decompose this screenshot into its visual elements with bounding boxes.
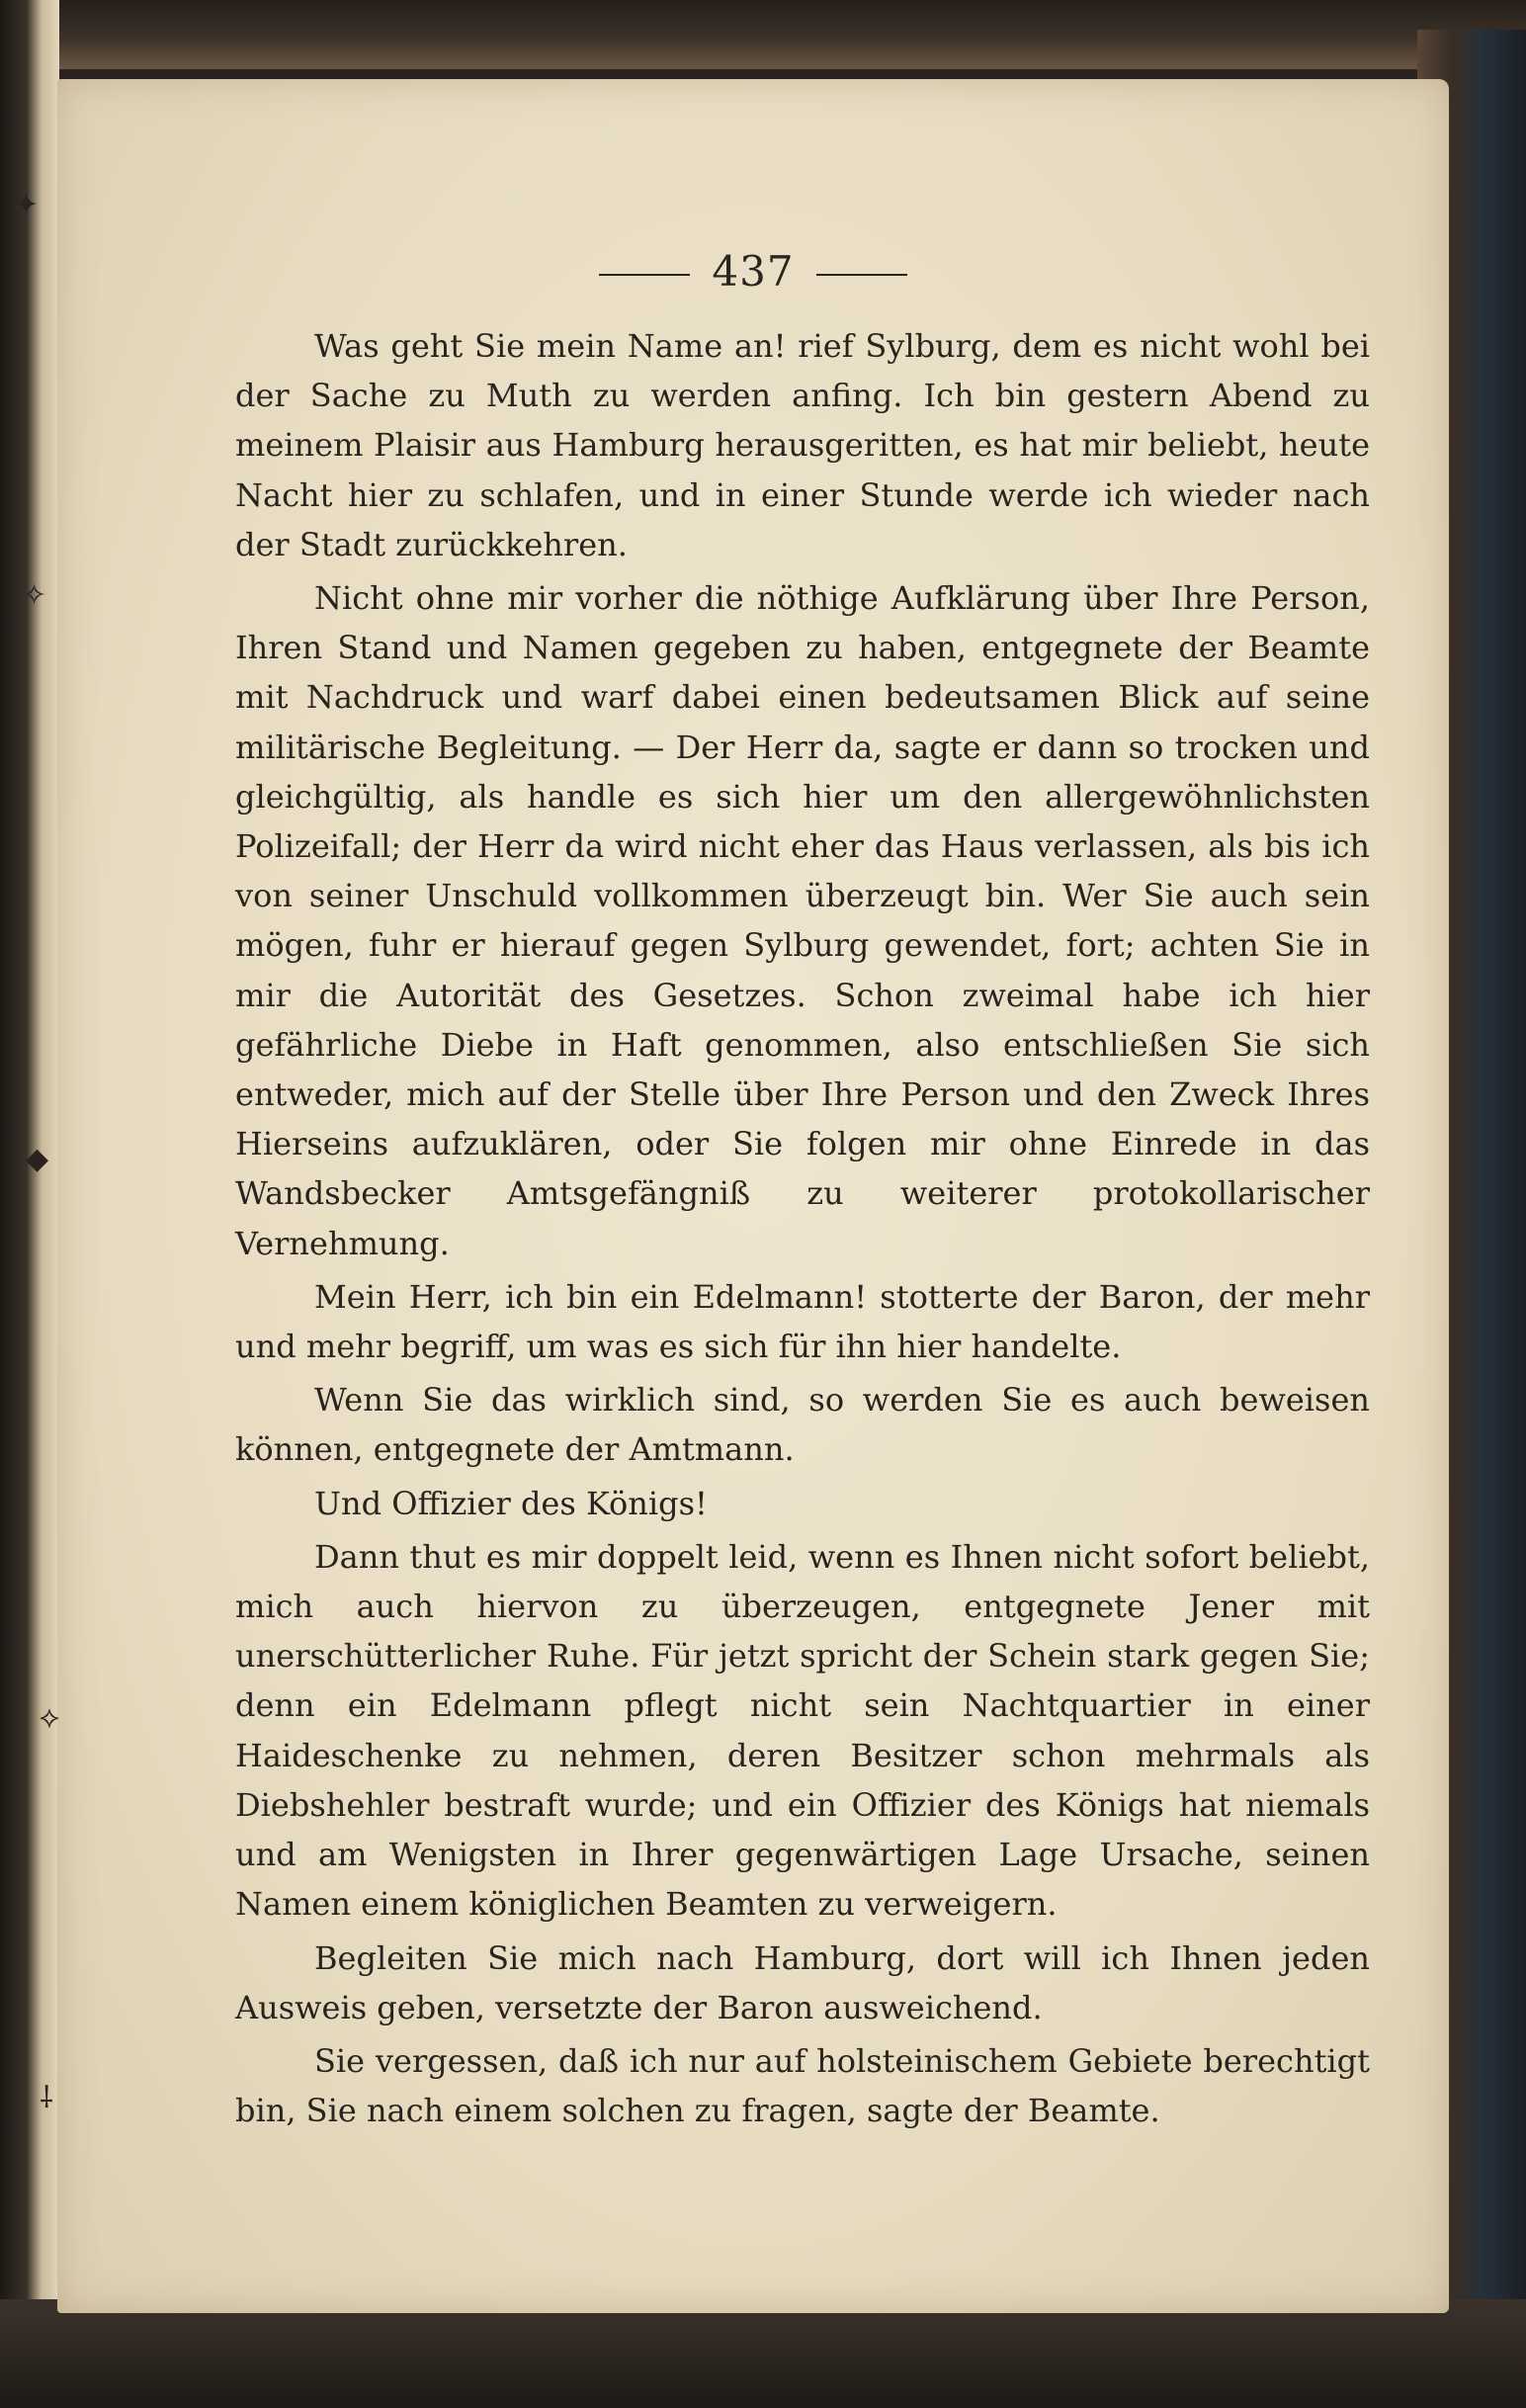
body-text	[235, 321, 1370, 2139]
paragraph: Nicht ohne mir vorher die nöthige Aufklärung über Ihre Person, Ihren Stand und Namen gegeben zu haben, entgegnete der Beamte mit Nachdruck und warf dabei einen bedeutsamen Blick auf seine militärische Begleitung. — Der Herr da, sagte er dann so trocken und gleichgültig, als handle es sich hier um den allergewöhnlichsten Polizeifall; der Herr da wird nicht eher das Haus verlassen, als bis ich von seiner Unschuld vollkommen überzeugt bin. Wer Sie auch sein mögen, fuhr er hierauf gegen Sylburg gewendet, fort; achten Sie in mir die Autorität des Gesetzes. Schon zweimal habe ich hier gefährliche Diebe in Haft genommen, also entschließen Sie sich entweder, mich auf der Stelle über Ihre Person und den Zweck Ihres Hierseins aufzuklären, oder Sie folgen mir ohne Einrede in das Wandsbecker Amtsgefängniß zu weiterer protokollarischer Vernehmung.	[235, 579, 1370, 1262]
binding-thread-mark: ◆	[26, 1142, 49, 1176]
book-cover-bottom	[0, 2299, 1526, 2408]
page-number-dash-right	[816, 274, 907, 276]
paragraph: Sie vergessen, daß ich nur auf holsteinischem Gebiete berechtigt bin, Sie nach einem solchen zu fragen, sagte der Beamte.	[235, 2041, 1370, 2130]
page-number-header	[57, 247, 1449, 296]
paragraph: Mein Herr, ich bin ein Edelmann! stotterte der Baron, der mehr und mehr begriff, um was es sich für ihn hier handelte.	[235, 1277, 1370, 1366]
binding-thread-mark: ✧	[22, 578, 47, 613]
paragraph: Was geht Sie mein Name an! rief Sylburg, dem es nicht wohl bei der Sache zu Muth zu werden anfing. Ich bin gestern Abend zu meinem Plaisir aus Hamburg herausgeritten, es hat mir beliebt, heute Nacht hier zu schlafen, und in einer Stunde werde ich wieder nach der Stadt zurückkehren.	[235, 327, 1370, 563]
binding-thread-mark: ⸸	[40, 2081, 54, 2115]
book-binding-left	[0, 0, 59, 2408]
paragraph: Wenn Sie das wirklich sind, so werden Sie es auch beweisen können, entgegnete der Amtmann.	[235, 1381, 1370, 1469]
book-binding-top	[59, 0, 1526, 69]
paragraph: Begleiten Sie mich nach Hamburg, dort will ich Ihnen jeden Ausweis geben, versetzte der Baron ausweichend.	[235, 1938, 1370, 2026]
book-page	[57, 79, 1449, 2313]
page-number-dash-left	[599, 274, 690, 276]
page-number: 437	[712, 247, 795, 296]
paragraph: Und Offizier des Königs!	[314, 1484, 708, 1522]
binding-thread-mark: ⟡	[40, 1700, 59, 1735]
binding-thread-mark: ✦	[14, 188, 40, 222]
paragraph: Dann thut es mir doppelt leid, wenn es Ihnen nicht sofort beliebt, mich auch hiervon zu überzeugen, entgegnete Jener mit unerschütterlicher Ruhe. Für jetzt spricht der Schein stark gegen Sie; denn ein Edelmann pflegt nicht sein Nachtquartier in einer Haideschenke zu nehmen, deren Besitzer schon mehrmals als Diebshehler bestraft wurde; und ein Offizier des Königs hat niemals und am Wenigsten in Ihrer gegenwärtigen Lage Ursache, seinen Namen einem königlichen Beamten zu verweigern.	[235, 1537, 1370, 1924]
